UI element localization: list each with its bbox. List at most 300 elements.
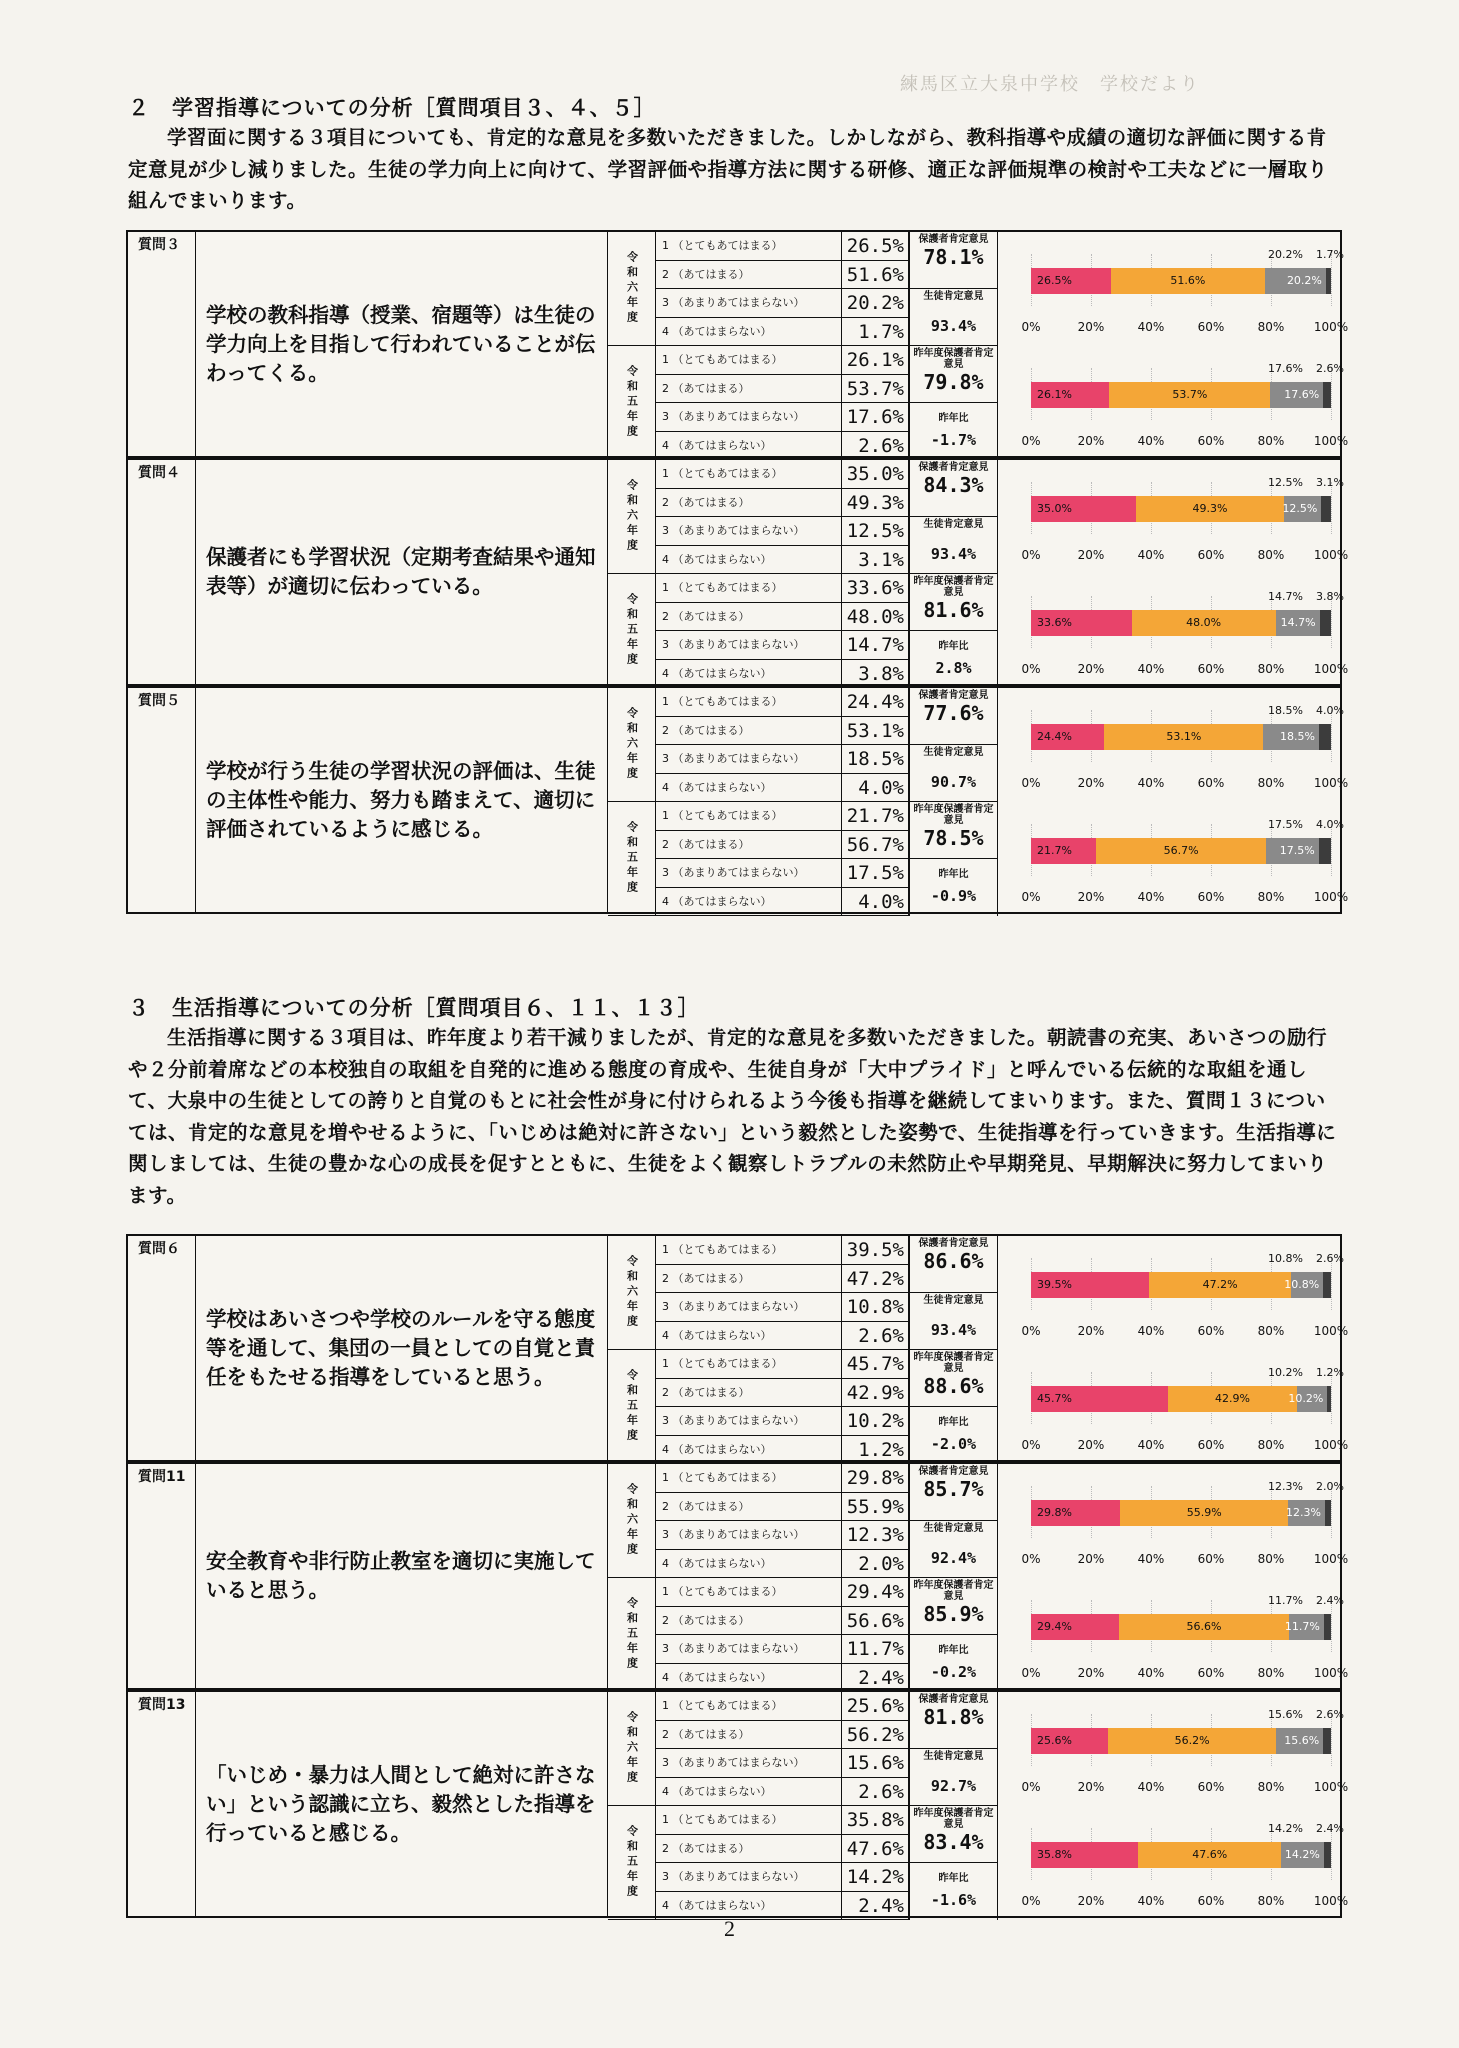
- axis-tick: 100%: [1313, 320, 1349, 334]
- student-positive-value: 92.7%: [930, 1777, 977, 1795]
- segment-label: 18.5%: [1280, 730, 1315, 743]
- grid-line: [1331, 1714, 1332, 1766]
- axis-tick: 20%: [1077, 1780, 1105, 1794]
- answer-row: [656, 289, 910, 318]
- answer-percent: 12.5%: [842, 517, 910, 545]
- year-label: [608, 1350, 656, 1464]
- segment4-top-label: 2.4%: [1316, 1594, 1344, 1607]
- question-block: [126, 230, 1349, 458]
- answer-option-label: 4 （あてはまらない）: [656, 432, 842, 460]
- answer-option-label: 1 （とてもあてはまる）: [656, 346, 842, 374]
- segment-label: 21.7%: [1037, 844, 1072, 857]
- axis-tick: 100%: [1313, 1438, 1349, 1452]
- segment4-top-label: 1.2%: [1316, 1366, 1344, 1379]
- axis-tick: 40%: [1137, 890, 1165, 904]
- answer-option-label: 1 （とてもあてはまる）: [656, 688, 842, 716]
- answer-row: [656, 660, 910, 689]
- bar-segment-3: [1288, 1500, 1325, 1526]
- parent-positive-value: 77.6%: [923, 701, 984, 725]
- year-label-text: 令和六年度: [625, 251, 639, 326]
- answer-percent: 48.0%: [842, 603, 910, 631]
- axis-tick: 80%: [1257, 776, 1285, 790]
- answer-row: [656, 1493, 910, 1522]
- segment-label: 35.8%: [1037, 1848, 1072, 1861]
- year-label-text: 令和六年度: [625, 1483, 639, 1558]
- bar-segment-3: [1270, 382, 1323, 408]
- bar-segment-4: [1321, 496, 1330, 522]
- year-label-text: 令和六年度: [625, 707, 639, 782]
- answer-row: [656, 717, 910, 746]
- answer-percent: 2.0%: [842, 1550, 910, 1578]
- answer-option-label: 1 （とてもあてはまる）: [656, 1236, 842, 1264]
- axis-tick: 80%: [1257, 320, 1285, 334]
- axis-tick: 100%: [1313, 776, 1349, 790]
- question-id: 質問13: [128, 1692, 196, 1916]
- parent-positive-value: 84.3%: [923, 473, 984, 497]
- bar-segment-4: [1323, 382, 1331, 408]
- bar-segment-4: [1325, 1500, 1331, 1526]
- answer-row: [656, 1578, 910, 1607]
- bar-segment-3: [1263, 724, 1319, 750]
- bar-segment-2: [1132, 610, 1276, 636]
- answer-percent: 49.3%: [842, 489, 910, 517]
- bar-segment-4: [1327, 1386, 1331, 1412]
- grid-line: [1331, 1828, 1332, 1880]
- x-axis: [1021, 776, 1349, 796]
- parent-positive-value: 81.8%: [923, 1705, 984, 1729]
- question-block: [126, 1690, 1349, 1918]
- bar-segment-2: [1149, 1272, 1290, 1298]
- bar-segment-4: [1320, 610, 1331, 636]
- stacked-bar-chart: [998, 1350, 1349, 1464]
- answer-row: [656, 1635, 910, 1664]
- student-positive-cell: [910, 517, 998, 574]
- section3-title: [128, 992, 700, 1022]
- segment4-top-label: 4.0%: [1316, 704, 1344, 717]
- stacked-bar: [1031, 838, 1331, 864]
- answer-option-label: 3 （あまりあてはまらない）: [656, 403, 842, 431]
- axis-tick: 40%: [1137, 1324, 1165, 1338]
- bar-segment-4: [1324, 1842, 1331, 1868]
- answer-percent: 4.0%: [842, 774, 910, 802]
- answer-option-label: 3 （あまりあてはまらない）: [656, 1863, 842, 1891]
- prev-parent-positive-cell: [910, 1806, 998, 1863]
- axis-tick: 60%: [1197, 1780, 1225, 1794]
- grid-line: [1331, 254, 1332, 306]
- question-text: [196, 1692, 608, 1916]
- yoy-label: 昨年比: [938, 1417, 969, 1428]
- answer-percent: 2.6%: [842, 432, 910, 460]
- bar-segment-3: [1276, 1728, 1323, 1754]
- question-block: [126, 1462, 1349, 1690]
- answer-option-label: 4 （あてはまらない）: [656, 774, 842, 802]
- student-positive-label: 生徒肯定意見: [923, 291, 984, 302]
- answer-percent: 55.9%: [842, 1493, 910, 1521]
- segment-label: 35.0%: [1037, 502, 1072, 515]
- grid-line: [1331, 368, 1332, 420]
- axis-tick: 100%: [1313, 548, 1349, 562]
- student-positive-value: 90.7%: [930, 773, 977, 791]
- segment4-top-label: 2.6%: [1316, 1708, 1344, 1721]
- axis-tick: 100%: [1313, 1666, 1349, 1680]
- question-id: 質問５: [128, 688, 196, 912]
- axis-tick: 0%: [1021, 662, 1041, 676]
- year-label-text: 令和六年度: [625, 1255, 639, 1330]
- answer-percent: 56.2%: [842, 1721, 910, 1749]
- student-positive-value: 93.4%: [930, 545, 977, 563]
- year-label-text: 令和六年度: [625, 1711, 639, 1786]
- question-block: [126, 686, 1349, 914]
- answer-percent: 18.5%: [842, 745, 910, 773]
- bar-segment-2: [1109, 382, 1270, 408]
- answer-option-label: 3 （あまりあてはまらない）: [656, 745, 842, 773]
- answer-row: [656, 1863, 910, 1892]
- axis-tick: 0%: [1021, 890, 1041, 904]
- stacked-bar: [1031, 1386, 1331, 1412]
- bar-segment-1: [1031, 1614, 1119, 1640]
- x-axis: [1021, 662, 1349, 682]
- prev-parent-positive-value: 83.4%: [923, 1830, 984, 1854]
- year-label: [608, 460, 656, 574]
- stacked-bar-chart: [998, 688, 1349, 802]
- stacked-bar: [1031, 1842, 1331, 1868]
- bar-segment-2: [1136, 496, 1284, 522]
- axis-tick: 0%: [1021, 776, 1041, 790]
- bar-segment-2: [1168, 1386, 1297, 1412]
- parent-positive-label: 保護者肯定意見: [918, 1694, 989, 1705]
- answer-row: [656, 745, 910, 774]
- student-positive-cell: [910, 745, 998, 802]
- axis-tick: 0%: [1021, 1324, 1041, 1338]
- segment-label: 53.1%: [1166, 730, 1202, 743]
- answer-option-label: 2 （あてはまる）: [656, 1379, 842, 1407]
- answer-option-label: 4 （あてはまらない）: [656, 1778, 842, 1806]
- segment-label: 47.6%: [1192, 1848, 1228, 1861]
- stacked-bar: [1031, 1614, 1331, 1640]
- student-positive-value: 92.4%: [930, 1549, 977, 1567]
- bar-segment-1: [1031, 838, 1096, 864]
- axis-tick: 60%: [1197, 1552, 1225, 1566]
- stacked-bar: [1031, 268, 1331, 294]
- segment3-top-label: 12.3%: [1268, 1480, 1303, 1493]
- prev-parent-positive-value: 78.5%: [923, 826, 984, 850]
- bar-segment-3: [1284, 1272, 1323, 1298]
- section3-paragraph: 生活指導に関する３項目は、昨年度より若干減りましたが、肯定的な意見を多数いただきました。朝読書の充実、あいさつの励行や２分前着席などの本校独自の取組を自発的に進める態度の育成や、生徒自身が「大中プライド」と呼んでいる伝統的な取組を通して、大泉中の生徒としての誇りと自覚のもとに社会性が身に付けられるよう今後も指導を継続してまいります。また、質問１３については、肯定的な意見を増やせるように、「いじめは絶対に許さない」という毅然とした姿勢で、生徒指導を行っていきます。生活指導に関しましては、生徒の豊かな心の成長を促すとともに、生徒をよく観察しトラブルの未然防止や早期発見、早期解決に努力してまいります。: [128, 1026, 1337, 1207]
- bar-segment-4: [1323, 1728, 1331, 1754]
- bar-segment-1: [1031, 268, 1111, 294]
- answer-row: [656, 831, 910, 860]
- stacked-bar-chart: [998, 802, 1349, 916]
- question-text: [196, 1464, 608, 1688]
- answer-option-label: 1 （とてもあてはまる）: [656, 802, 842, 830]
- answer-option-label: 1 （とてもあてはまる）: [656, 1464, 842, 1492]
- answer-option-label: 2 （あてはまる）: [656, 1607, 842, 1635]
- answer-row: [656, 888, 910, 917]
- segment-label: 25.6%: [1037, 1734, 1072, 1747]
- answer-percent: 17.5%: [842, 859, 910, 887]
- axis-tick: 60%: [1197, 1666, 1225, 1680]
- x-axis: [1021, 1894, 1349, 1914]
- bar-segment-4: [1326, 268, 1331, 294]
- answer-row: [656, 460, 910, 489]
- answer-percent: 53.7%: [842, 375, 910, 403]
- bar-segment-2: [1096, 838, 1266, 864]
- bar-segment-3: [1266, 838, 1319, 864]
- prev-parent-positive-value: 81.6%: [923, 598, 984, 622]
- bar-segment-4: [1319, 838, 1331, 864]
- stacked-bar-chart: [998, 1806, 1349, 1920]
- bar-segment-1: [1031, 1842, 1138, 1868]
- parent-positive-label: 保護者肯定意見: [918, 462, 989, 473]
- year-label-text: 令和五年度: [625, 1597, 639, 1672]
- answer-percent: 2.6%: [842, 1778, 910, 1806]
- header-ghost-text: 練馬区立大泉中学校 学校だより: [900, 74, 1200, 95]
- axis-tick: 80%: [1257, 1666, 1285, 1680]
- answer-option-label: 3 （あまりあてはまらない）: [656, 1407, 842, 1435]
- answer-percent: 11.7%: [842, 1635, 910, 1663]
- axis-tick: 80%: [1257, 1438, 1285, 1452]
- stacked-bar-chart: [998, 1692, 1349, 1806]
- answer-option-label: 3 （あまりあてはまらない）: [656, 517, 842, 545]
- segment4-top-label: 3.8%: [1316, 590, 1344, 603]
- parent-positive-cell: [910, 1464, 998, 1521]
- answer-percent: 15.6%: [842, 1749, 910, 1777]
- answer-percent: 3.8%: [842, 660, 910, 688]
- question-text-body: 学校はあいさつや学校のルールを守る態度等を通して、集団の一員としての自覚と責任をもたせる指導をしていると思う。: [206, 1306, 596, 1389]
- grid-line: [1331, 482, 1332, 534]
- question-text: [196, 460, 608, 684]
- axis-tick: 80%: [1257, 890, 1285, 904]
- bar-segment-1: [1031, 382, 1109, 408]
- axis-tick: 60%: [1197, 1324, 1225, 1338]
- axis-tick: 100%: [1313, 662, 1349, 676]
- x-axis: [1021, 1780, 1349, 1800]
- axis-tick: 20%: [1077, 890, 1105, 904]
- axis-tick: 40%: [1137, 1894, 1165, 1908]
- answer-option-label: 4 （あてはまらない）: [656, 660, 842, 688]
- axis-tick: 20%: [1077, 662, 1105, 676]
- answer-percent: 3.1%: [842, 546, 910, 574]
- axis-tick: 100%: [1313, 434, 1349, 448]
- segment-label: 56.6%: [1186, 1620, 1222, 1633]
- answer-option-label: 3 （あまりあてはまらない）: [656, 1293, 842, 1321]
- student-positive-cell: [910, 289, 998, 346]
- answer-percent: 53.1%: [842, 717, 910, 745]
- answer-row: [656, 318, 910, 347]
- bar-segment-3: [1284, 496, 1322, 522]
- bar-segment-1: [1031, 1728, 1108, 1754]
- bar-segment-1: [1031, 1272, 1149, 1298]
- question-id: 質問６: [128, 1236, 196, 1460]
- answer-percent: 42.9%: [842, 1379, 910, 1407]
- yoy-label: 昨年比: [938, 413, 969, 424]
- prev-parent-positive-value: 79.8%: [923, 370, 984, 394]
- year-label: [608, 1236, 656, 1350]
- grid-line: [1331, 710, 1332, 762]
- year-label: [608, 1806, 656, 1920]
- segment3-top-label: 14.2%: [1268, 1822, 1303, 1835]
- prev-parent-positive-label: 昨年度保護者肯定意見: [913, 576, 994, 598]
- answer-percent: 14.7%: [842, 631, 910, 659]
- answer-option-label: 1 （とてもあてはまる）: [656, 1578, 842, 1606]
- year-label-text: 令和六年度: [625, 479, 639, 554]
- question-text: [196, 1236, 608, 1460]
- answer-option-label: 3 （あまりあてはまらない）: [656, 1635, 842, 1663]
- axis-tick: 80%: [1257, 1894, 1285, 1908]
- answer-option-label: 1 （とてもあてはまる）: [656, 460, 842, 488]
- bar-segment-1: [1031, 724, 1104, 750]
- stacked-bar: [1031, 382, 1331, 408]
- answer-row: [656, 574, 910, 603]
- axis-tick: 20%: [1077, 1552, 1105, 1566]
- x-axis: [1021, 434, 1349, 454]
- answer-option-label: 4 （あてはまらない）: [656, 888, 842, 916]
- section3-number: ３: [128, 996, 150, 1020]
- segment-label: 29.4%: [1037, 1620, 1072, 1633]
- segment-label: 45.7%: [1037, 1392, 1072, 1405]
- answer-option-label: 4 （あてはまらない）: [656, 1550, 842, 1578]
- stacked-bar: [1031, 1728, 1331, 1754]
- question-text-body: 「いじめ・暴力は人間として絶対に許さない」という認識に立ち、毅然とした指導を行っていると感じる。: [206, 1762, 596, 1845]
- prev-parent-positive-label: 昨年度保護者肯定意見: [913, 804, 994, 826]
- grid-line: [1331, 1600, 1332, 1652]
- segment-label: 10.2%: [1288, 1392, 1324, 1405]
- answer-percent: 47.2%: [842, 1265, 910, 1293]
- answer-row: [656, 1464, 910, 1493]
- answer-percent: 35.8%: [842, 1806, 910, 1834]
- bar-segment-4: [1323, 1272, 1331, 1298]
- answer-option-label: 3 （あまりあてはまらない）: [656, 1749, 842, 1777]
- axis-tick: 60%: [1197, 1438, 1225, 1452]
- axis-tick: 40%: [1137, 776, 1165, 790]
- axis-tick: 100%: [1313, 1552, 1349, 1566]
- answer-percent: 29.8%: [842, 1464, 910, 1492]
- answer-row: [656, 802, 910, 831]
- answer-row: [656, 1265, 910, 1294]
- answer-percent: 2.4%: [842, 1892, 910, 1920]
- answer-percent: 24.4%: [842, 688, 910, 716]
- answer-option-label: 3 （あまりあてはまらない）: [656, 631, 842, 659]
- bar-segment-1: [1031, 1500, 1120, 1526]
- grid-line: [1331, 824, 1332, 876]
- answer-option-label: 2 （あてはまる）: [656, 1493, 842, 1521]
- segment-label: 53.7%: [1172, 388, 1208, 401]
- axis-tick: 80%: [1257, 548, 1285, 562]
- answer-percent: 35.0%: [842, 460, 910, 488]
- year-label-text: 令和五年度: [625, 1369, 639, 1444]
- answer-row: [656, 1293, 910, 1322]
- yoy-value: 2.8%: [935, 659, 972, 677]
- bar-segment-2: [1119, 1614, 1289, 1640]
- segment-label: 49.3%: [1192, 502, 1228, 515]
- axis-tick: 60%: [1197, 890, 1225, 904]
- answer-option-label: 3 （あまりあてはまらない）: [656, 859, 842, 887]
- segment-label: 20.2%: [1286, 274, 1322, 287]
- parent-positive-label: 保護者肯定意見: [918, 690, 989, 701]
- answer-option-label: 4 （あてはまらない）: [656, 1322, 842, 1350]
- student-positive-label: 生徒肯定意見: [923, 747, 984, 758]
- x-axis: [1021, 1324, 1349, 1344]
- stacked-bar: [1031, 1272, 1331, 1298]
- parent-positive-label: 保護者肯定意見: [918, 234, 989, 245]
- segment-label: 55.9%: [1186, 1506, 1222, 1519]
- axis-tick: 100%: [1313, 1324, 1349, 1338]
- axis-tick: 0%: [1021, 1552, 1041, 1566]
- yoy-label: 昨年比: [938, 1645, 969, 1656]
- answer-option-label: 2 （あてはまる）: [656, 261, 842, 289]
- axis-tick: 60%: [1197, 548, 1225, 562]
- segment4-top-label: 2.6%: [1316, 362, 1344, 375]
- segment4-top-label: 2.0%: [1316, 1480, 1344, 1493]
- year-label: [608, 1464, 656, 1578]
- parent-positive-cell: [910, 1692, 998, 1749]
- axis-tick: 60%: [1197, 662, 1225, 676]
- yoy-cell: [910, 1863, 998, 1920]
- answer-percent: 25.6%: [842, 1692, 910, 1720]
- year-label: [608, 1692, 656, 1806]
- axis-tick: 40%: [1137, 320, 1165, 334]
- year-label: [608, 802, 656, 916]
- answer-row: [656, 1350, 910, 1379]
- year-label-text: 令和五年度: [625, 821, 639, 896]
- answer-row: [656, 603, 910, 632]
- answer-option-label: 2 （あてはまる）: [656, 831, 842, 859]
- axis-tick: 100%: [1313, 1780, 1349, 1794]
- axis-tick: 0%: [1021, 434, 1041, 448]
- student-positive-cell: [910, 1293, 998, 1350]
- answer-option-label: 2 （あてはまる）: [656, 489, 842, 517]
- yoy-label: 昨年比: [938, 641, 969, 652]
- answer-option-label: 4 （あてはまらない）: [656, 318, 842, 346]
- answer-row: [656, 1322, 910, 1351]
- axis-tick: 40%: [1137, 548, 1165, 562]
- axis-tick: 80%: [1257, 434, 1285, 448]
- answer-option-label: 4 （あてはまらない）: [656, 1664, 842, 1692]
- segment-label: 33.6%: [1037, 616, 1072, 629]
- student-positive-label: 生徒肯定意見: [923, 1523, 984, 1534]
- year-label: [608, 232, 656, 346]
- x-axis: [1021, 548, 1349, 568]
- answer-percent: 39.5%: [842, 1236, 910, 1264]
- bar-segment-4: [1319, 724, 1331, 750]
- section2-title: [128, 92, 656, 122]
- answer-row: [656, 403, 910, 432]
- segment-label: 14.2%: [1284, 1848, 1320, 1861]
- axis-tick: 0%: [1021, 548, 1041, 562]
- answer-option-label: 2 （あてはまる）: [656, 603, 842, 631]
- answer-percent: 2.6%: [842, 1322, 910, 1350]
- question-text-body: 学校の教科指導（授業、宿題等）は生徒の学力向上を目指して行われていることが伝わってくる。: [206, 302, 596, 385]
- bar-segment-3: [1281, 1842, 1324, 1868]
- answer-option-label: 1 （とてもあてはまる）: [656, 1806, 842, 1834]
- axis-tick: 40%: [1137, 1780, 1165, 1794]
- axis-tick: 100%: [1313, 890, 1349, 904]
- answer-row: [656, 1664, 910, 1693]
- segment-label: 51.6%: [1170, 274, 1206, 287]
- yoy-label: 昨年比: [938, 869, 969, 880]
- segment3-top-label: 17.6%: [1268, 362, 1303, 375]
- yoy-value: -0.9%: [930, 887, 977, 905]
- axis-tick: 40%: [1137, 1438, 1165, 1452]
- axis-tick: 40%: [1137, 1666, 1165, 1680]
- x-axis: [1021, 1438, 1349, 1458]
- axis-tick: 0%: [1021, 320, 1041, 334]
- stacked-bar-chart: [998, 1236, 1349, 1350]
- answer-percent: 2.4%: [842, 1664, 910, 1692]
- answer-percent: 56.6%: [842, 1607, 910, 1635]
- answer-row: [656, 489, 910, 518]
- segment-label: 17.5%: [1279, 844, 1315, 857]
